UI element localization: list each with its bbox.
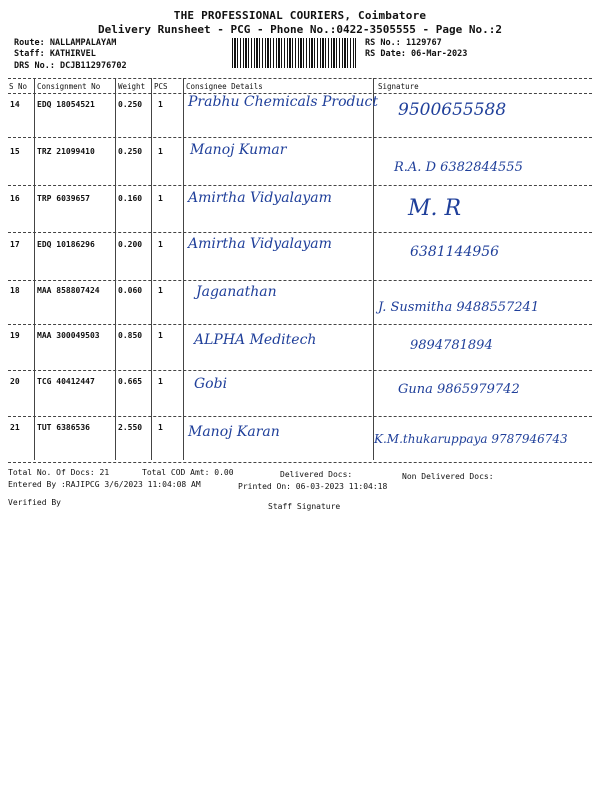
row-sno: 19 [10, 331, 20, 340]
rs-no-label: RS No.: 1129767 [365, 38, 442, 48]
row-rule [8, 370, 592, 371]
col-header-pcs: PCS [154, 82, 168, 91]
row-signature-handwritten: R.A. D 6382844555 [394, 160, 523, 175]
row-sno: 17 [10, 240, 20, 249]
company-title: THE PROFESSIONAL COURIERS, Coimbatore [173, 9, 427, 22]
col-header-weight: Weight [118, 82, 146, 91]
col-header-consignment: Consignment No [37, 82, 101, 91]
staff-signature: Staff Signature [268, 502, 341, 511]
row-signature-handwritten: J. Susmitha 9488557241 [378, 300, 540, 315]
row-signature-handwritten: M. R [408, 196, 462, 221]
row-rule [8, 137, 592, 138]
row-weight: 0.200 [118, 240, 143, 249]
row-sno: 15 [10, 147, 20, 156]
row-weight: 0.160 [118, 194, 143, 203]
row-consignment: TRP 6039657 [37, 194, 90, 203]
row-consignee-handwritten: Gobi [194, 376, 228, 392]
row-consignee-handwritten: Amirtha Vidyalayam [188, 236, 332, 252]
rs-date-label: RS Date: 06-Mar-2023 [365, 49, 468, 59]
row-signature-handwritten: K.M.thukaruppaya 9787946743 [374, 432, 568, 446]
delivered-docs: Delivered Docs: [280, 470, 353, 479]
row-rule [8, 185, 592, 186]
row-rule [8, 232, 592, 233]
row-weight: 2.550 [118, 423, 143, 432]
non-delivered-docs: Non Delivered Docs: [402, 472, 494, 481]
row-consignee-handwritten: Jaganathan [196, 284, 277, 300]
col-divider [151, 78, 152, 460]
row-sno: 21 [10, 423, 20, 432]
col-divider [183, 78, 184, 460]
row-sno: 18 [10, 286, 20, 295]
col-header-sno: S No [9, 82, 28, 91]
col-divider [34, 78, 35, 460]
row-signature-handwritten: 9894781894 [410, 338, 493, 353]
row-weight: 0.250 [118, 147, 143, 156]
col-header-signature: Signature [378, 82, 419, 91]
row-pcs: 1 [158, 377, 163, 386]
row-consignment: MAA 300049503 [37, 331, 100, 340]
runsheet-subtitle: Delivery Runsheet - PCG - Phone No.:0422-3505555 - Page No.:2 [98, 23, 502, 36]
row-signature-handwritten: 6381144956 [410, 244, 500, 260]
table-bottom-rule [8, 462, 592, 463]
col-divider [373, 78, 374, 460]
row-pcs: 1 [158, 286, 163, 295]
row-consignee-handwritten: Manoj Karan [188, 424, 280, 440]
staff-label: Staff: KATHIRVEL [14, 49, 96, 59]
row-consignee-handwritten: Prabhu Chemicals Product [188, 94, 378, 110]
row-consignment: TRZ 21099410 [37, 147, 95, 156]
row-rule [8, 280, 592, 281]
verified-by: Verified By [8, 498, 61, 507]
row-sno: 20 [10, 377, 20, 386]
row-signature-handwritten: Guna 9865979742 [398, 382, 520, 397]
row-rule [8, 324, 592, 325]
route-label: Route: NALLAMPALAYAM [14, 38, 117, 48]
row-consignment: MAA 858807424 [37, 286, 100, 295]
row-consignee-handwritten: ALPHA Meditech [194, 332, 317, 348]
row-pcs: 1 [158, 331, 163, 340]
row-pcs: 1 [158, 100, 163, 109]
row-weight: 0.060 [118, 286, 143, 295]
row-weight: 0.665 [118, 377, 143, 386]
barcode [232, 38, 356, 68]
row-pcs: 1 [158, 423, 163, 432]
table-top-rule [8, 78, 592, 79]
entered-by: Entered By :RAJIPCG 3/6/2023 11:04:08 AM [8, 480, 201, 489]
row-weight: 0.850 [118, 331, 143, 340]
total-docs: Total No. Of Docs: 21 [8, 468, 110, 477]
row-consignee-handwritten: Amirtha Vidyalayam [188, 190, 332, 206]
col-header-consignee: Consignee Details [186, 82, 263, 91]
col-divider [115, 78, 116, 460]
row-rule [8, 416, 592, 417]
printed-on: Printed On: 06-03-2023 11:04:18 [238, 482, 388, 491]
row-sno: 14 [10, 100, 20, 109]
row-consignment: EDQ 10186296 [37, 240, 95, 249]
row-consignee-handwritten: Manoj Kumar [190, 142, 287, 158]
row-consignment: EDQ 18054521 [37, 100, 95, 109]
drs-label: DRS No.: DCJB112976702 [14, 61, 127, 71]
row-pcs: 1 [158, 240, 163, 249]
row-signature-handwritten: 9500655588 [398, 100, 507, 120]
row-consignment: TUT 6386536 [37, 423, 90, 432]
row-sno: 16 [10, 194, 20, 203]
row-weight: 0.250 [118, 100, 143, 109]
row-pcs: 1 [158, 194, 163, 203]
row-consignment: TCG 40412447 [37, 377, 95, 386]
total-cod: Total COD Amt: 0.00 [142, 468, 234, 477]
row-pcs: 1 [158, 147, 163, 156]
